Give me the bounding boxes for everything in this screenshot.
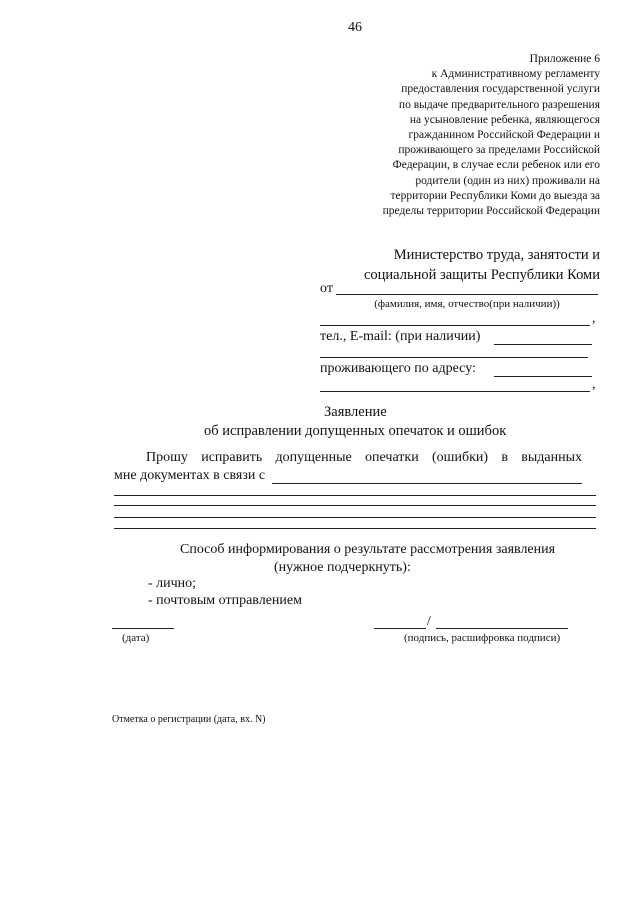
annex-header (300, 52, 600, 219)
address-extra-field[interactable] (320, 391, 590, 392)
annex-line: гражданином Российской Федерации и (408, 129, 600, 142)
comma: , (592, 377, 596, 392)
date-field[interactable] (112, 628, 174, 629)
annex-line: по выдаче предварительного разрешения (398, 98, 600, 111)
reason-field[interactable] (272, 483, 582, 484)
application-subtitle: об исправлении допущенных опечаток и ошибок (204, 423, 507, 439)
page-number: 46 (348, 20, 362, 35)
annex-line: проживающего за пределами Российской (398, 144, 600, 157)
annex-line: предоставления государственной услуги (401, 83, 600, 96)
address-label: проживающего по адресу: (320, 361, 476, 376)
registration-note: Отметка о регистрации (дата, вх. N) (112, 714, 266, 725)
date-hint: (дата) (122, 632, 150, 644)
fio-hint: (фамилия, имя, отчество(при наличии)) (374, 298, 560, 310)
addressee (364, 245, 600, 285)
application-title: Заявление (324, 404, 387, 420)
applicant-name-field[interactable] (336, 294, 598, 295)
reason-line[interactable] (114, 528, 596, 529)
reason-line[interactable] (114, 495, 596, 496)
signature-slash: / (427, 614, 431, 629)
reason-line[interactable] (114, 517, 596, 518)
comma: , (592, 311, 596, 326)
notification-heading: Способ информирования о результате рассмотрения заявления (180, 542, 556, 557)
signature-field[interactable] (374, 628, 426, 629)
annex-line: Приложение 6 (529, 53, 600, 65)
addressee-line: Министерство труда, занятости и (393, 247, 600, 263)
request-text-line1: Прошу исправить допущенные опечатки (ошибки) в выданных (146, 450, 582, 465)
signature-decoding-field[interactable] (436, 628, 568, 629)
annex-line: пределы территории Российской Федерации (382, 205, 600, 218)
option-by-mail[interactable]: - почтовым отправлением (148, 593, 302, 608)
annex-line: на усыновление ребенка, являющегося (409, 113, 600, 126)
phone-email-field[interactable] (494, 344, 592, 345)
from-label: от (320, 281, 333, 296)
reason-line[interactable] (114, 505, 596, 506)
option-in-person[interactable]: - лично; (148, 576, 197, 591)
notification-subheading: (нужное подчеркнуть): (274, 560, 411, 575)
request-text-line2: мне документах в связи с (114, 468, 266, 483)
annex-line: территории Республики Коми до выезда за (390, 189, 600, 202)
address-field[interactable] (494, 376, 592, 377)
phone-email-label: тел., E-mail: (при наличии) (320, 329, 481, 344)
annex-line: родители (один из них) проживали на (415, 174, 600, 187)
addressee-line: социальной защиты Республики Коми (363, 267, 600, 283)
signature-hint: (подпись, расшифровка подписи) (404, 632, 561, 644)
annex-line: Федерации, в случае если ребенок или его (392, 159, 600, 172)
contact-extra-field[interactable] (320, 357, 588, 358)
annex-line: к Административному регламенту (431, 68, 600, 81)
applicant-extra-field[interactable] (320, 325, 590, 326)
